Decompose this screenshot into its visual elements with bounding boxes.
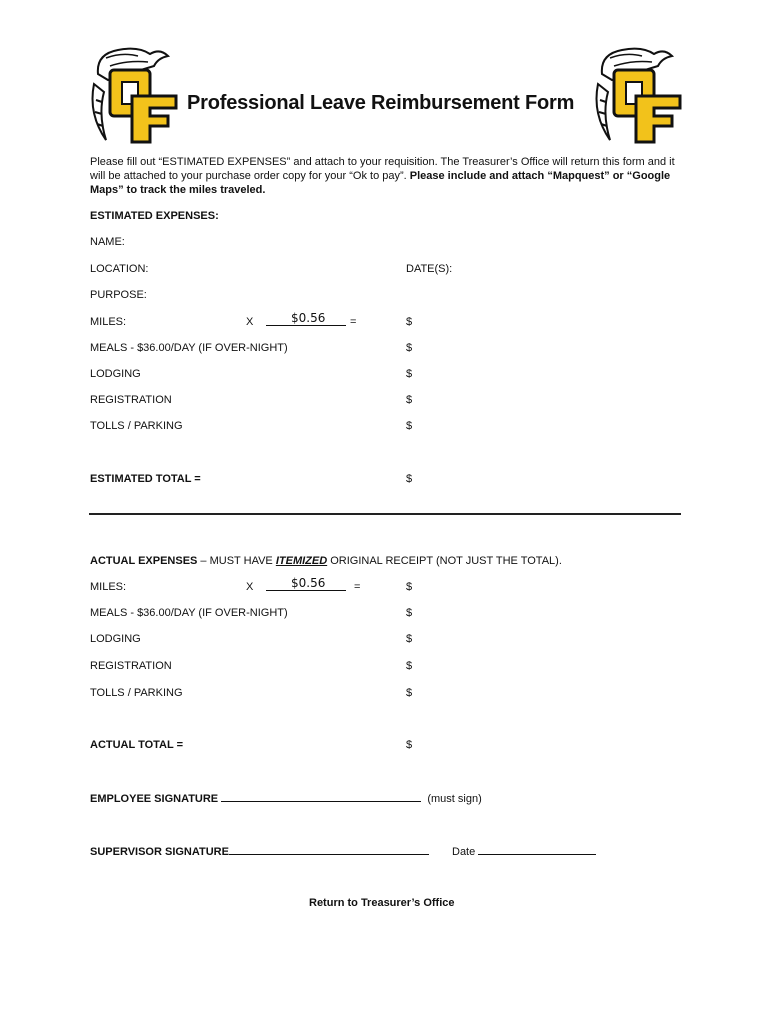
actual-total-label: ACTUAL TOTAL =: [90, 739, 183, 751]
instructions-text: Please fill out “ESTIMATED EXPENSES” and attach to your requisition. The Treasurer’s Office will return this form and it will be attached to your purchase order copy for your “Ok to pay”.: [90, 156, 675, 182]
employee-signature-label: EMPLOYEE SIGNATURE: [90, 793, 219, 805]
purpose-label: PURPOSE:: [90, 289, 147, 301]
supervisor-signature-line[interactable]: [229, 845, 429, 855]
act-rate-value: $0.56: [291, 576, 326, 590]
instructions-emphasis: Please include and attach “Mapquest” or “Google Maps” to track the miles traveled.: [90, 170, 671, 196]
act-total-dollar: $: [406, 739, 413, 751]
actual-heading: [90, 555, 562, 567]
est-equals: =: [350, 316, 357, 328]
est-lodging-dollar: $: [406, 368, 413, 380]
act-lodging-label: LODGING: [90, 633, 141, 645]
est-rate-value: $0.56: [291, 311, 326, 325]
dates-label: DATE(S):: [406, 263, 453, 275]
form-title: Professional Leave Reimbursement Form: [187, 92, 575, 114]
act-miles-label: MILES:: [90, 581, 127, 593]
supervisor-signature-row: [90, 845, 429, 858]
estimated-heading: ESTIMATED EXPENSES:: [90, 210, 219, 222]
est-multiply-sign: X: [246, 316, 254, 328]
est-registration-dollar: $: [406, 394, 413, 406]
estimated-total-label: ESTIMATED TOTAL =: [90, 473, 201, 485]
itemized-emphasis: ITEMIZED: [275, 555, 328, 567]
act-equals: =: [354, 581, 361, 593]
est-tolls-label: TOLLS / PARKING: [90, 420, 183, 432]
est-registration-label: REGISTRATION: [90, 394, 172, 406]
est-miles-dollar: $: [406, 316, 413, 328]
act-meals-dollar: $: [406, 607, 413, 619]
date-label: Date: [452, 846, 476, 858]
employee-signature-line[interactable]: [221, 792, 421, 802]
date-row: [452, 845, 596, 858]
act-tolls-dollar: $: [406, 687, 413, 699]
school-logo-left: [88, 44, 180, 144]
school-logo-right: [592, 44, 684, 144]
actual-heading-tail: ORIGINAL RECEIPT (NOT JUST THE TOTAL).: [327, 555, 562, 567]
est-lodging-label: LODGING: [90, 368, 141, 380]
est-tolls-dollar: $: [406, 420, 413, 432]
return-note: Return to Treasurer’s Office: [309, 897, 455, 909]
employee-signature-row: [90, 792, 482, 805]
est-miles-label: MILES:: [90, 316, 127, 328]
act-registration-label: REGISTRATION: [90, 660, 172, 672]
est-total-dollar: $: [406, 473, 413, 485]
supervisor-signature-label: SUPERVISOR SIGNATURE: [90, 846, 229, 858]
act-lodging-dollar: $: [406, 633, 413, 645]
act-registration-dollar: $: [406, 660, 413, 672]
actual-heading-dash: – MUST HAVE: [197, 555, 276, 567]
date-line[interactable]: [478, 845, 596, 855]
must-sign-note: (must sign): [427, 793, 482, 805]
actual-heading-title: ACTUAL EXPENSES: [90, 555, 198, 567]
act-tolls-label: TOLLS / PARKING: [90, 687, 183, 699]
act-meals-label: MEALS - $36.00/DAY (IF OVER-NIGHT): [90, 607, 288, 619]
instructions: [90, 155, 690, 197]
est-meals-dollar: $: [406, 342, 413, 354]
act-miles-dollar: $: [406, 581, 413, 593]
act-multiply-sign: X: [246, 581, 254, 593]
location-label: LOCATION:: [90, 263, 149, 275]
est-meals-label: MEALS - $36.00/DAY (IF OVER-NIGHT): [90, 342, 288, 354]
section-divider: [89, 513, 681, 515]
name-label: NAME:: [90, 236, 125, 248]
